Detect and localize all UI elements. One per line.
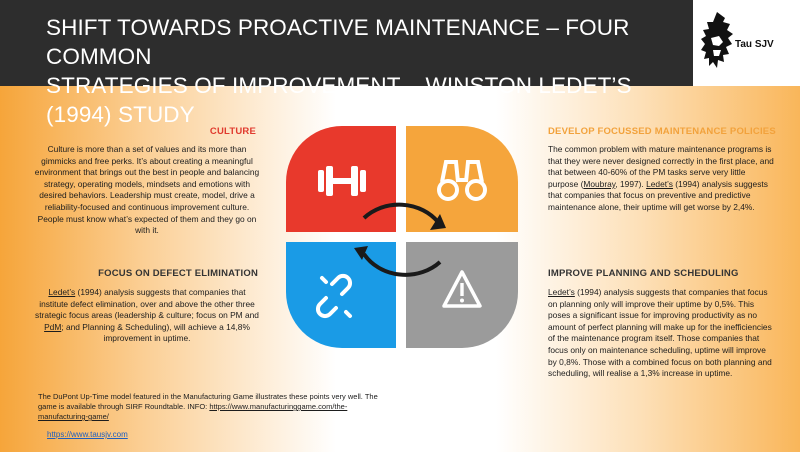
planning-text [548, 287, 772, 380]
defect-text-tail: ; and Planning & Scheduling), will achieve a 14,8% improvement in uptime. [61, 321, 250, 344]
defect-text-body: (1994) analysis suggests that companies that institute defect elimination, over and above the other three strategic focus areas (leadership & culture; focus on PM and [35, 287, 259, 321]
ledet-link-2[interactable]: Ledet’s [646, 178, 673, 189]
header-bar [0, 0, 800, 127]
policies-text-tail: (1994) analysis suggests that companies that focus on preventive and predictive maintenance alone, their uptime will get worse by 2,4%. [548, 178, 768, 212]
page-title [46, 13, 686, 129]
planning-heading: IMPROVE PLANNING AND SCHEDULING [548, 268, 739, 279]
ledet-link-3[interactable]: Ledet’s [548, 287, 575, 297]
lion-logo-icon [699, 10, 735, 76]
culture-text: Culture is more than a set of values and its more than gimmicks and free perks. It’s about creating a meaningful environment that brings out the best in people and balancing strategy, operating models, mindsets and emotions with desired behaviors. Leadership must create, model, drive a reliability-focused and continuous improvement culture. People must know what’s expected of them and they go on with it. [34, 144, 260, 236]
manufacturing-game-link[interactable]: https://www.manufacturinggame.com/the-manufacturing-game/ [38, 402, 348, 421]
footer-note [38, 392, 378, 422]
footer-note-text: The DuPont Up-Time model featured in the Manufacturing Game illustrates these points very well. The game is available through SIRF Roundtable. INFO: [38, 392, 378, 411]
brand-name: Tau SJV [735, 39, 774, 50]
moubray-link[interactable]: Moubray [583, 178, 616, 189]
policies-text [548, 144, 776, 214]
culture-heading: CULTURE [209, 126, 256, 137]
strategy-quadrant-graphic [282, 122, 522, 352]
title-line-2: STRATEGIES OF IMPROVEMENT – WINSTON LEDET’S (1994) STUDY [46, 73, 632, 127]
planning-text-body: (1994) analysis suggests that companies that focus on planning only will improve their uptime by 0,5%. This poses a significant issue for improving productivity as no amount of perfect planning will make up for the inefficiencies of the maintenance program itself. Those companies that focus only on maintenance scheduling, uptime will improve by 0,8%. Those with a combined focus on both planning and scheduling, will realise a 1,3% increase in uptime. [548, 287, 772, 379]
ledet-link[interactable]: Ledet’s [48, 287, 76, 297]
policies-heading: DEVELOP FOCUSSED MAINTENANCE POLICIES [548, 126, 776, 137]
defect-text [34, 287, 260, 345]
defect-heading: FOCUS ON DEFECT ELIMINATION [98, 268, 258, 279]
pdm-link[interactable]: PdM [44, 321, 62, 332]
website-link[interactable]: https://www.tausjv.com [47, 430, 128, 439]
brand-logo [693, 0, 800, 86]
title-line-1: SHIFT TOWARDS PROACTIVE MAINTENANCE – FOUR COMMON [46, 15, 630, 69]
policies-text-mid: , 1997). [615, 178, 647, 189]
policies-text-body: The common problem with mature maintenance programs is that they were never designed correctly in the first place, and that between 40-60% of the PM tasks serve very little purpose ( [548, 144, 774, 189]
